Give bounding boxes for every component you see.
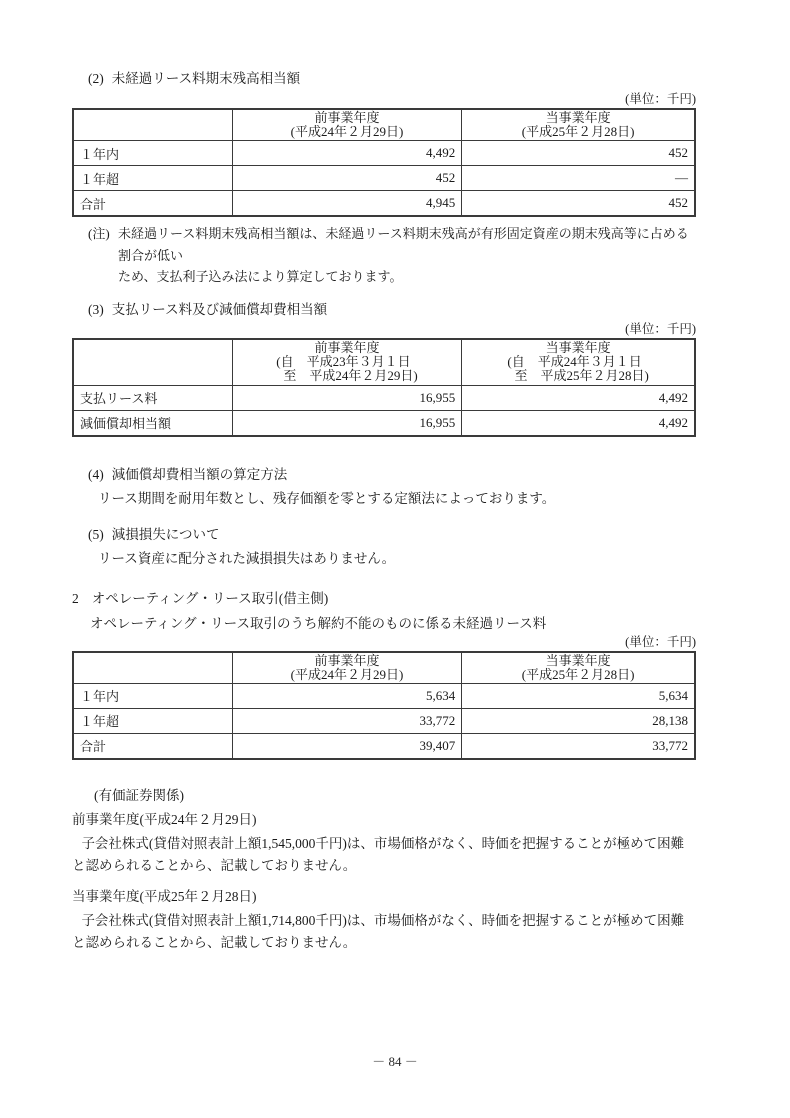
cell-value: 452 [462, 191, 695, 217]
paragraph-line-2: と認められることから、記載しておりません。 [72, 857, 357, 873]
unit-label: (単位：千円) [625, 321, 696, 336]
table-row [73, 683, 695, 708]
table-header-row [73, 109, 695, 141]
note-line-2: ため、支払利子込み法により算定しております。 [118, 269, 403, 284]
section-3-heading [88, 302, 696, 318]
curr-year-header [462, 652, 695, 684]
unit-label: (単位：千円) [625, 92, 696, 106]
page-content [72, 71, 696, 954]
cell-value: 452 [462, 141, 695, 166]
operating-lease-number: 2 [72, 590, 79, 606]
table-row [73, 410, 695, 436]
cell-value: 5,634 [462, 683, 695, 708]
operating-lease-table [72, 651, 696, 760]
row-label: １年内 [73, 683, 232, 708]
cell-value: 452 [232, 166, 462, 191]
row-label: 減価償却相当額 [73, 410, 232, 436]
cell-value: ― [462, 166, 695, 191]
operating-lease-heading [72, 591, 696, 607]
prev-period-label: 前事業年度 [314, 339, 380, 355]
unexpired-lease-table [72, 108, 696, 217]
prev-year-header [232, 652, 462, 684]
prev-year-date: (平成24年２月29日) [290, 124, 404, 139]
curr-period-to: 至 平成25年２月28日) [514, 367, 649, 383]
table-header-row [73, 652, 695, 684]
table-row [73, 191, 695, 217]
section-4-heading [88, 467, 696, 483]
note-text [118, 223, 696, 288]
curr-period-range [466, 355, 690, 384]
note-line-1: 未経過リース料期末残高相当額は、未経過リース料期末残高が有形固定資産の期末残高等に占める割合が低い [118, 226, 689, 263]
securities-prev-heading: 前事業年度(平成24年２月29日) [72, 811, 257, 827]
cell-value: 28,138 [462, 708, 695, 733]
curr-year-date: (平成25年２月28日) [521, 124, 635, 139]
row-label: 支払リース料 [73, 385, 232, 410]
row-label: 合計 [73, 191, 232, 217]
section-4-number: (4) [88, 466, 104, 482]
prev-period-to: 至 平成24年２月29日) [283, 367, 418, 383]
table-row [73, 166, 695, 191]
section-3-title: 支払リース料及び減価償却費相当額 [111, 301, 328, 317]
cell-value: 4,492 [232, 141, 462, 166]
curr-year-header [462, 109, 695, 141]
operating-lease-title: オペレーティング・リース取引(借主側) [91, 590, 329, 606]
section-2-number: (2) [88, 71, 104, 86]
lease-payment-table [72, 338, 696, 437]
table-note [72, 223, 696, 288]
unit-label: (単位：千円) [625, 634, 696, 649]
table-row [73, 708, 695, 733]
section-2-heading [88, 71, 696, 87]
cell-value: 5,634 [232, 683, 462, 708]
cell-value: 33,772 [232, 708, 462, 733]
prev-period-header [232, 339, 462, 386]
cell-value: 39,407 [232, 733, 462, 759]
prev-year-label: 前事業年度 [314, 110, 380, 125]
curr-year-label: 当事業年度 [545, 652, 611, 668]
cell-value: 4,945 [232, 191, 462, 217]
curr-year-date: (平成25年２月28日) [521, 666, 635, 682]
empty-corner-cell [73, 339, 232, 386]
prev-year-date: (平成24年２月29日) [290, 666, 404, 682]
section-5-title: 減損損失について [111, 526, 220, 542]
note-label: (注) [88, 226, 110, 241]
row-label: １年超 [73, 166, 232, 191]
table-row [73, 141, 695, 166]
curr-period-from: (自 平成24年３月１日 [507, 353, 642, 369]
curr-year-label: 当事業年度 [545, 110, 611, 125]
paragraph-line-1: 子会社株式(貸借対照表計上額1,545,000千円)は、市場価格がなく、時価を把握することが極めて困難 [81, 835, 685, 851]
securities-section-title: (有価証券関係) [94, 787, 184, 803]
securities-prev-paragraph [72, 833, 696, 877]
table-header-row [73, 339, 695, 386]
cell-value: 16,955 [232, 385, 462, 410]
paragraph-line-1: 子会社株式(貸借対照表計上額1,714,800千円)は、市場価格がなく、時価を把握することが極めて困難 [81, 912, 685, 928]
prev-year-header [232, 109, 462, 141]
securities-curr-heading: 当事業年度(平成25年２月28日) [72, 888, 257, 904]
securities-curr-paragraph [72, 910, 696, 954]
section-5-number: (5) [88, 526, 104, 542]
cell-value: 4,492 [462, 410, 695, 436]
cell-value: 33,772 [462, 733, 695, 759]
table-row [73, 385, 695, 410]
operating-lease-subtitle: オペレーティング・リース取引のうち解約不能のものに係る未経過リース料 [90, 615, 547, 631]
section-3-number: (3) [88, 301, 104, 317]
table-row [73, 733, 695, 759]
section-5-heading [88, 527, 696, 543]
prev-period-range [237, 355, 458, 384]
curr-period-label: 当事業年度 [545, 339, 611, 355]
prev-year-label: 前事業年度 [314, 652, 380, 668]
page-number: － 84 － [372, 1054, 418, 1069]
section-4-body: リース期間を耐用年数とし、残存価額を零とする定額法によっております。 [98, 490, 556, 506]
row-label: 合計 [73, 733, 232, 759]
section-5-body: リース資産に配分された減損損失はありません。 [98, 550, 396, 566]
row-label: １年内 [73, 141, 232, 166]
empty-corner-cell [73, 109, 232, 141]
cell-value: 4,492 [462, 385, 695, 410]
row-label: １年超 [73, 708, 232, 733]
section-2-title: 未経過リース料期末残高相当額 [111, 71, 301, 86]
curr-period-header [462, 339, 695, 386]
paragraph-line-2: と認められることから、記載しておりません。 [72, 934, 357, 950]
empty-corner-cell [73, 652, 232, 684]
section-4-title: 減価償却費相当額の算定方法 [111, 466, 288, 482]
cell-value: 16,955 [232, 410, 462, 436]
prev-period-from: (自 平成23年３月１日 [276, 353, 411, 369]
